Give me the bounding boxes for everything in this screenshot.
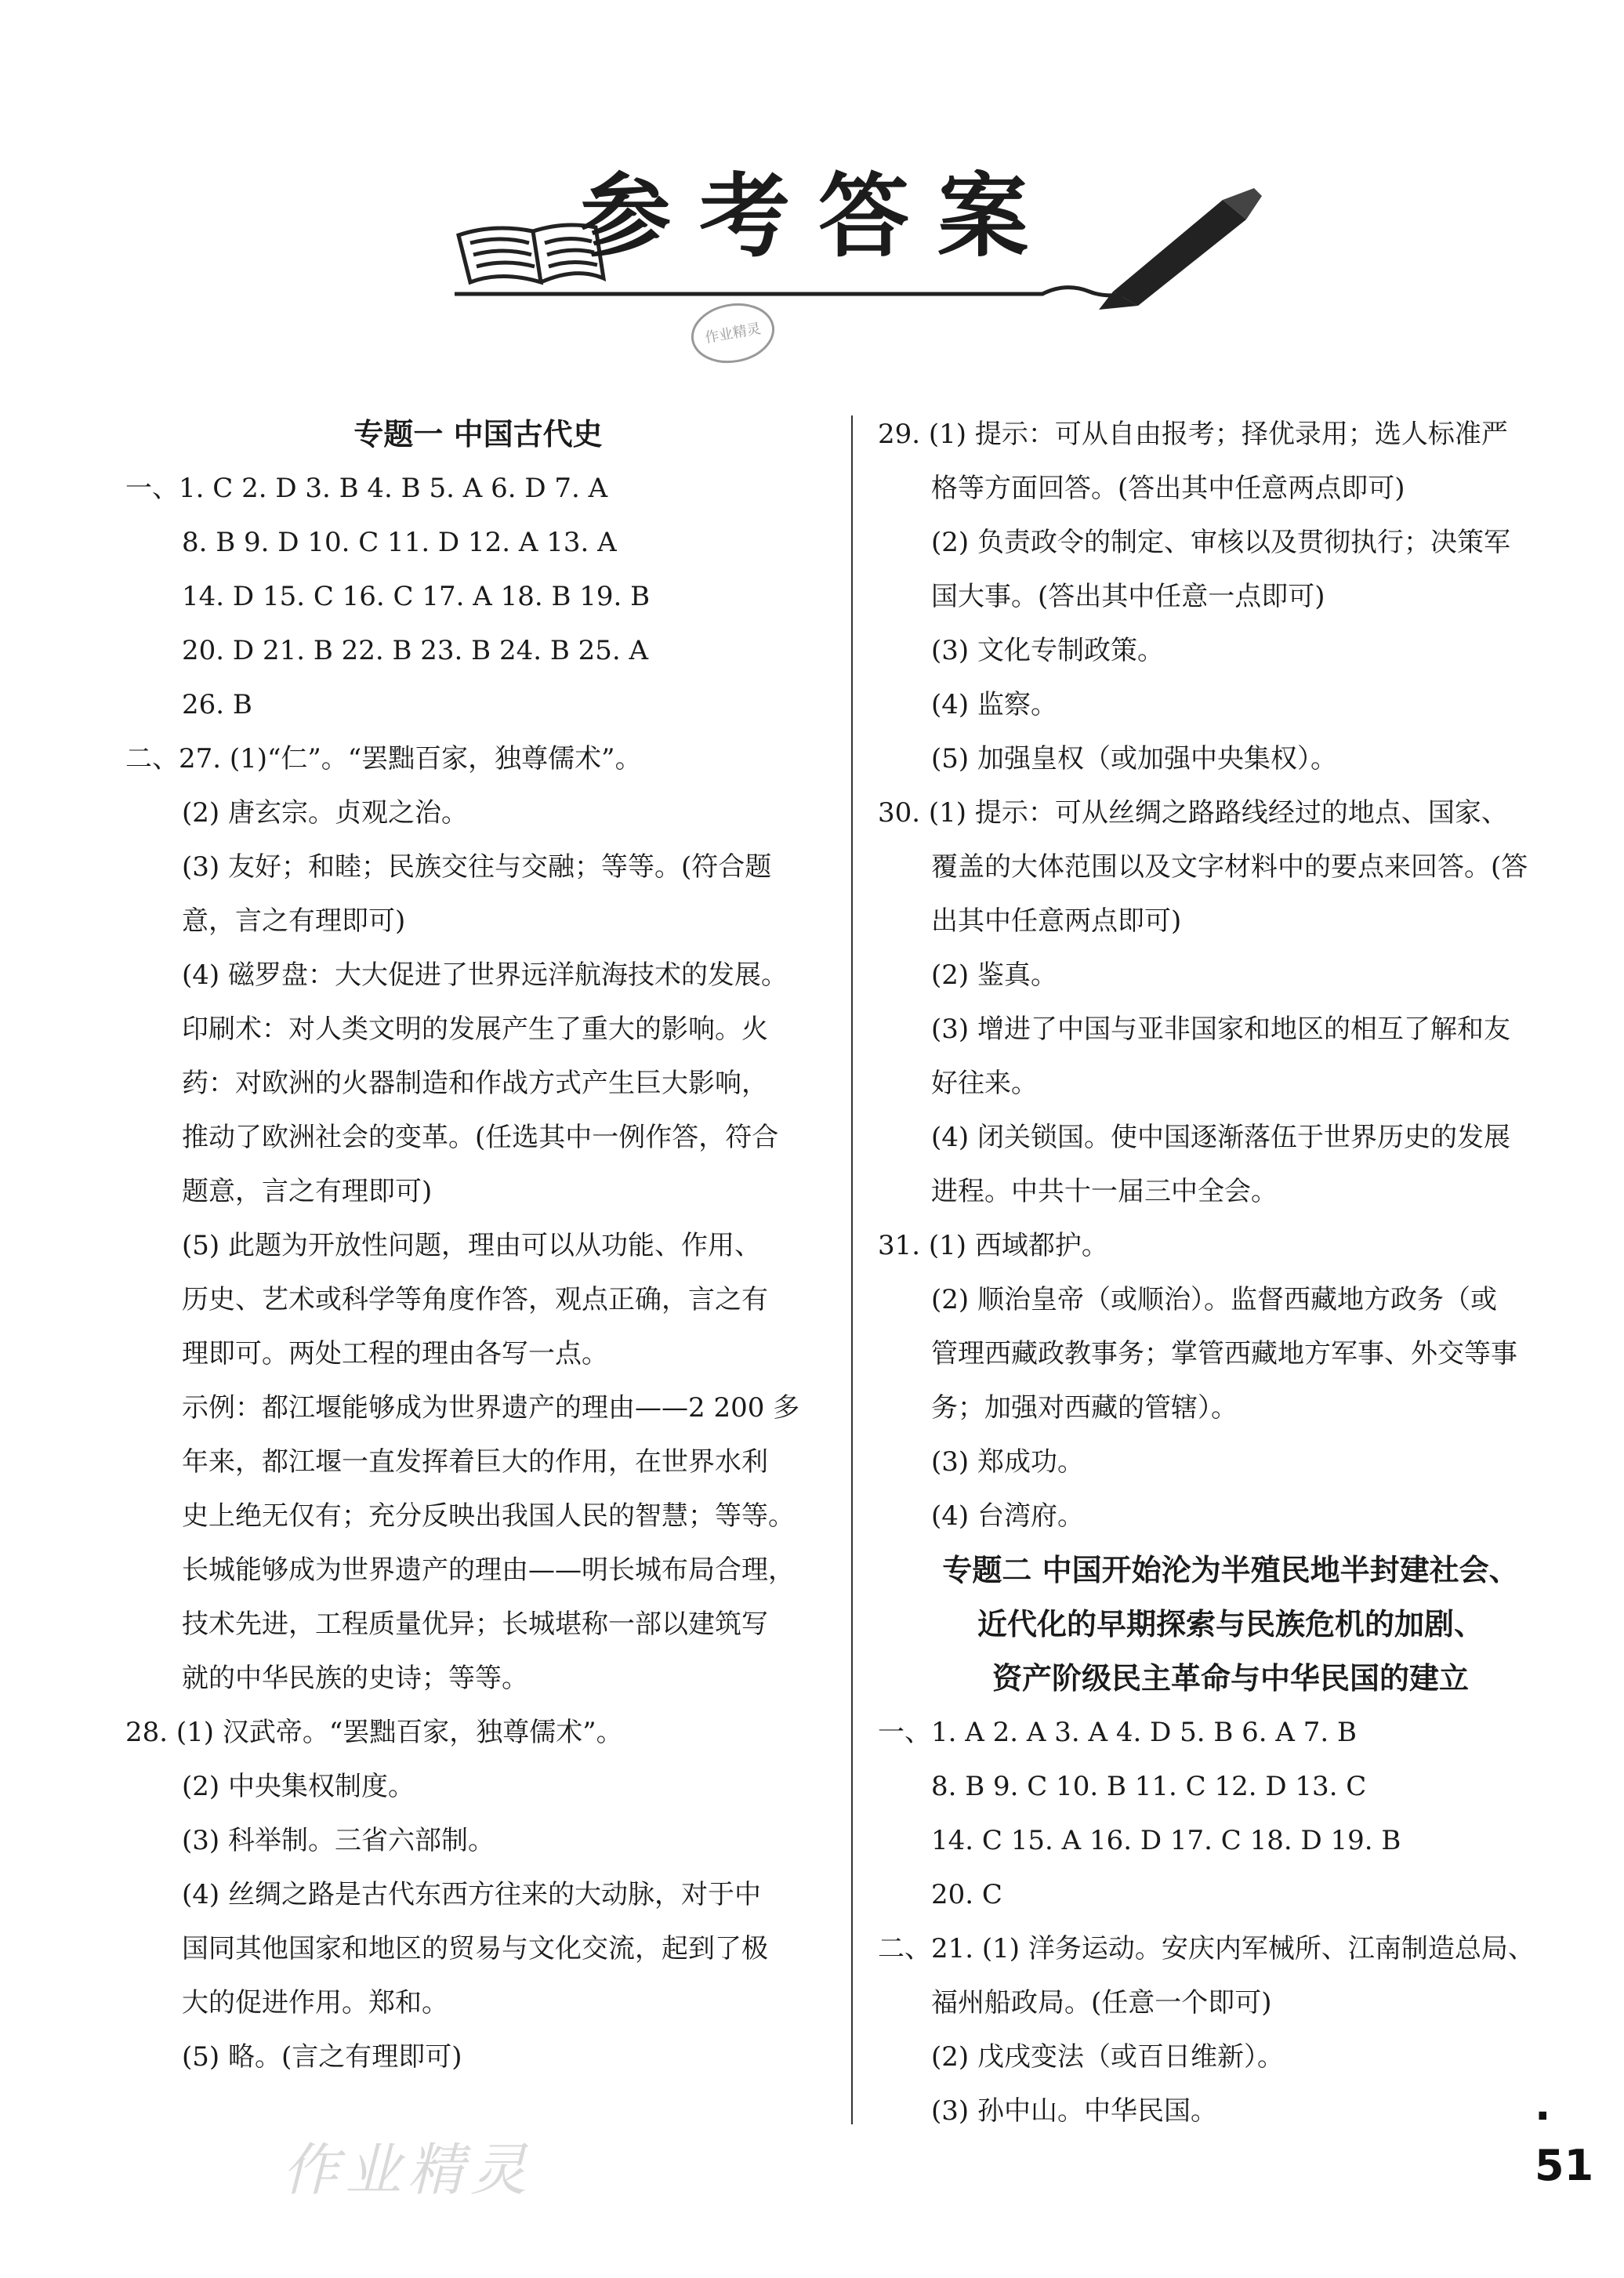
answer-line: 题意，言之有理即可): [182, 1176, 433, 1207]
answer-line: 覆盖的大体范围以及文字材料中的要点来回答。(答: [931, 851, 1528, 883]
answer-line: 8. B 9. D 10. C 11. D 12. A 13. A: [182, 527, 617, 558]
section-heading-2-line: 资产阶级民主革命与中华民国的建立: [991, 1661, 1469, 1696]
answer-line: 务；加强对西藏的管辖）。: [931, 1392, 1238, 1424]
answer-line: 史上绝无仅有；充分反映出我国人民的智慧；等等。: [182, 1500, 795, 1532]
answer-line: 一、1. A 2. A 3. A 4. D 5. B 6. A 7. B: [878, 1717, 1358, 1748]
answer-line: 14. D 15. C 16. C 17. A 18. B 19. B: [182, 581, 651, 612]
answer-line: 29. (1) 提示：可从自由报考；择优录用；选人标准严: [878, 419, 1508, 450]
page-number: · 51: [1535, 2091, 1594, 2190]
answer-line: (3) 科举制。三省六部制。: [182, 1825, 495, 1856]
answer-line: 管理西藏政教事务；掌管西藏地方军事、外交等事: [931, 1338, 1517, 1369]
column-divider: [851, 415, 853, 2124]
section-heading-2: [878, 1543, 1583, 1706]
answer-line: (2) 顺治皇帝（或顺治）。监督西藏地方政务（或: [931, 1284, 1497, 1315]
answer-line: (3) 友好；和睦；民族交往与交融；等等。(符合题: [182, 851, 772, 883]
pen-icon: [1099, 188, 1262, 310]
right-answer-list: [878, 408, 1583, 1543]
answer-line: 格等方面回答。(答出其中任意两点即可): [931, 473, 1405, 504]
answer-line: 8. B 9. C 10. B 11. C 12. D 13. C: [931, 1771, 1367, 1802]
answer-line: 31. (1) 西域都护。: [878, 1230, 1108, 1261]
answer-line: (5) 此题为开放性问题，理由可以从功能、作用、: [182, 1230, 761, 1261]
answer-line: 理即可。两处工程的理由各写一点。: [182, 1338, 608, 1369]
answer-line: (2) 鉴真。: [931, 959, 1057, 991]
answer-line: 28. (1) 汉武帝。“罢黜百家，独尊儒术”。: [125, 1717, 623, 1748]
answer-line: (3) 增进了中国与亚非国家和地区的相互了解和友: [931, 1014, 1510, 1045]
left-column: [125, 408, 831, 2084]
answer-line: 20. C: [931, 1879, 1002, 1910]
answer-line: 一、1. C 2. D 3. B 4. B 5. A 6. D 7. A: [125, 473, 608, 504]
watermark: 作业精灵: [282, 2137, 534, 2203]
answer-line: 长城能够成为世界遗产的理由——明长城布局合理，: [182, 1554, 795, 1586]
section-heading-2-line: 专题二 中国开始沦为半殖民地半封建社会、: [942, 1553, 1519, 1587]
answer-line: 印刷术：对人类文明的发展产生了重大的影响。火: [182, 1014, 768, 1045]
answer-line: 意，言之有理即可): [182, 905, 406, 937]
section-heading-2-line: 近代化的早期探索与民族危机的加剧、: [977, 1607, 1484, 1641]
answer-line: 国同其他国家和地区的贸易与文化交流，起到了极: [182, 1933, 768, 1964]
answer-line: (2) 唐玄宗。贞观之治。: [182, 797, 468, 829]
svg-text:作业精灵: 作业精灵: [703, 320, 763, 347]
answer-line: (4) 台湾府。: [931, 1500, 1084, 1532]
answer-line: 药：对欧洲的火器制造和作战方式产生巨大影响，: [182, 1068, 768, 1099]
answer-line: (4) 丝绸之路是古代东西方往来的大动脉，对于中: [182, 1879, 761, 1910]
answer-line: 推动了欧洲社会的变革。(任选其中一例作答，符合: [182, 1122, 779, 1153]
answer-line: 出其中任意两点即可): [931, 905, 1182, 937]
answer-line: (4) 监察。: [931, 689, 1057, 720]
title-underline: [455, 288, 1129, 296]
answer-line: (2) 中央集权制度。: [182, 1771, 415, 1802]
right-answer-list-2: [878, 1706, 1583, 2138]
answer-line: 好往来。: [931, 1068, 1038, 1099]
answer-line: 示例：都江堰能够成为世界遗产的理由——2 200 多: [182, 1392, 800, 1424]
stamp-logo: [688, 299, 778, 368]
right-column: [878, 408, 1583, 2138]
answer-line: 技术先进，工程质量优异；长城堪称一部以建筑写: [182, 1609, 768, 1640]
answer-line: 福州船政局。(任意一个即可): [931, 1987, 1272, 2019]
answer-line: (2) 戊戌变法（或百日维新）。: [931, 2041, 1284, 2073]
answer-line: (3) 文化专制政策。: [931, 635, 1164, 666]
answer-line: (3) 郑成功。: [931, 1446, 1084, 1478]
answer-line: 二、21. (1) 洋务运动。安庆内军械所、江南制造总局、: [878, 1933, 1535, 1964]
answer-line: (5) 略。(言之有理即可): [182, 2041, 462, 2073]
answer-line: 30. (1) 提示：可从丝绸之路路线经过的地点、国家、: [878, 797, 1508, 829]
answer-line: 20. D 21. B 22. B 23. B 24. B 25. A: [182, 635, 649, 666]
answer-line: 进程。中共十一届三中全会。: [931, 1176, 1278, 1207]
answer-line: 国大事。(答出其中任意一点即可): [931, 581, 1325, 612]
answer-line: 14. C 15. A 16. D 17. C 18. D 19. B: [931, 1825, 1401, 1856]
answer-line: (2) 负责政令的制定、审核以及贯彻执行；决策军: [931, 527, 1510, 558]
answer-line: (3) 孙中山。中华民国。: [931, 2095, 1217, 2127]
answer-line: 就的中华民族的史诗；等等。: [182, 1663, 528, 1694]
answer-line: 二、27. (1)“仁”。“罢黜百家，独尊儒术”。: [125, 743, 642, 774]
page-title: 参考答案: [580, 163, 1057, 270]
header: [0, 0, 1624, 376]
answer-line: (4) 闭关锁国。使中国逐渐落伍于世界历史的发展: [931, 1122, 1510, 1153]
answer-line: 大的促进作用。郑和。: [182, 1987, 448, 2019]
section-heading-1: 专题一 中国古代史: [353, 417, 603, 452]
answer-line: 年来，都江堰一直发挥着巨大的作用，在世界水利: [182, 1446, 768, 1478]
answer-line: 26. B: [182, 689, 252, 720]
answer-line: 历史、艺术或科学等角度作答，观点正确，言之有: [182, 1284, 768, 1315]
left-answer-list: [125, 462, 831, 2084]
answer-line: (4) 磁罗盘：大大促进了世界远洋航海技术的发展。: [182, 959, 788, 991]
answer-line: (5) 加强皇权（或加强中央集权）。: [931, 743, 1337, 774]
